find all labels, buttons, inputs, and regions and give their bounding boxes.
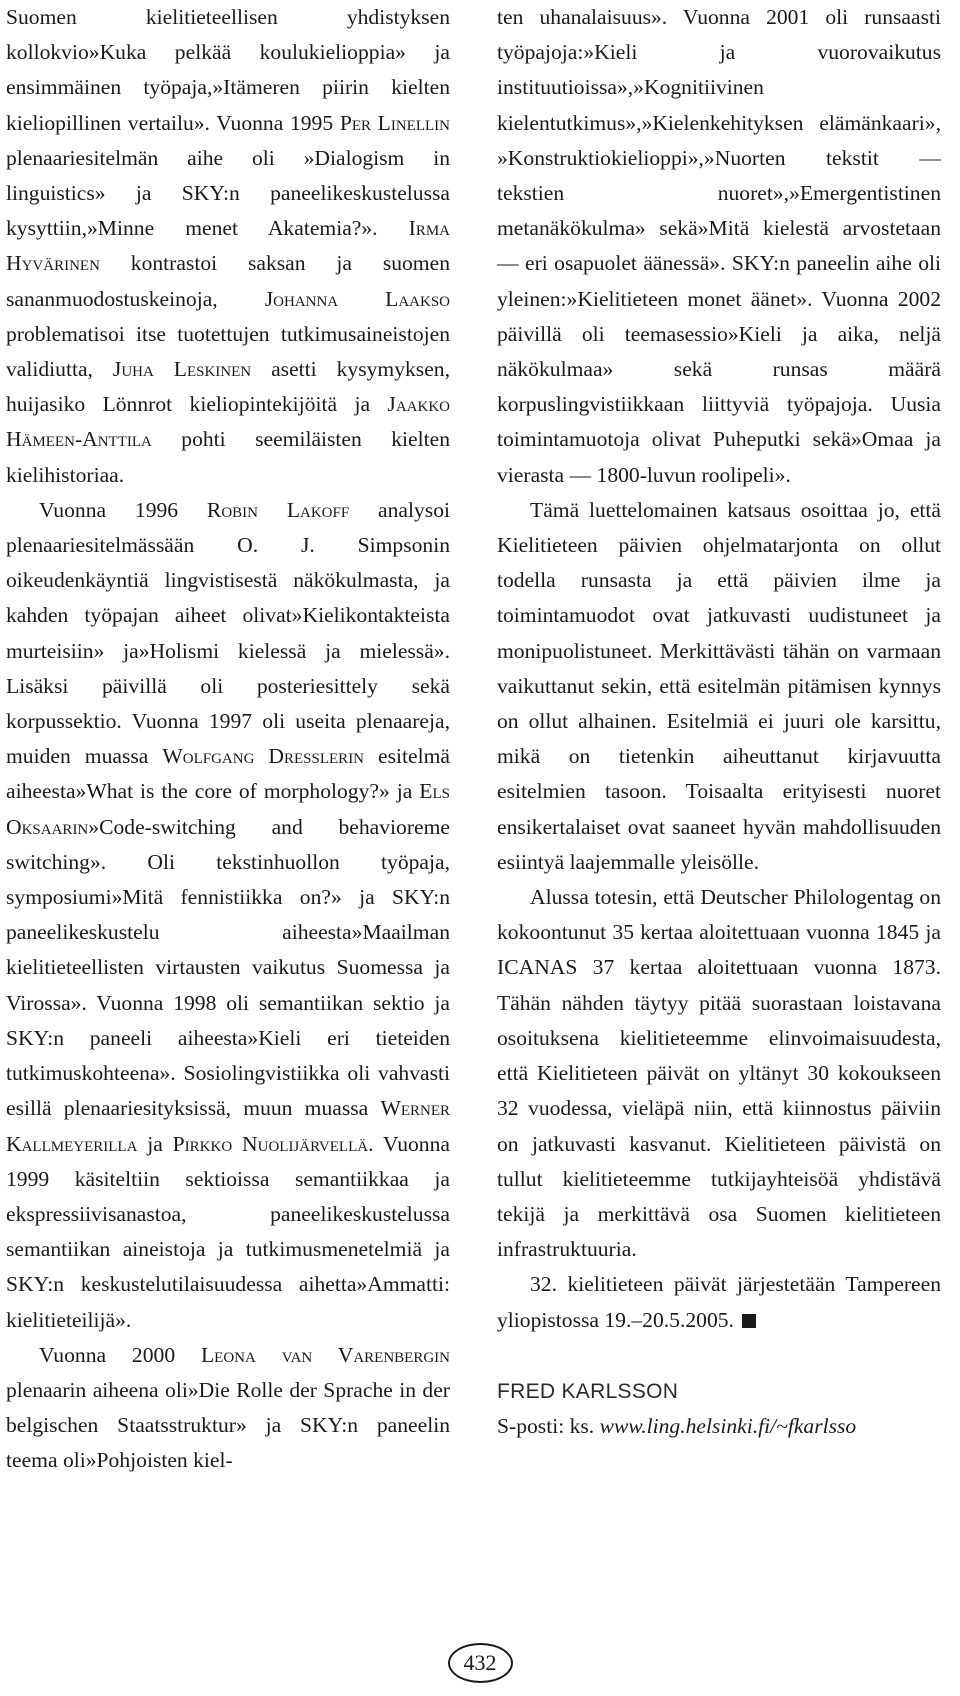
paragraph: Alussa totesin, että Deutscher Philologentag on kokoontunut 35 kertaa aloitettuaan vuonna 1845 ja ICANAS 37 kertaa aloitettuaan vuonna 1873. Tähän nähden täytyy pitää suorastaan loistavana osoituksena kielitieteemme elinvoimaisuudesta, että Kielitieteen päivät on yltänyt 30 kokoukseen 32 vuodessa, vieläpä niin, että kiinnostus päiviin on jatkuvasti kasvanut. Kielitieteen päivistä on tullut kielitieteemme tutkijayhteisöä yhdistävä tekijä ja merkittävä osa Suomen kielitieteen infrastruktuuria. — [497, 885, 941, 1262]
left-column — [6, 0, 450, 1479]
email-link[interactable]: www.ling.helsinki.fi/~fkarlsso — [599, 1413, 857, 1438]
paragraph: ten uhanalaisuus». Vuonna 2001 oli runsaasti työpajoja:»Kieli ja vuorovaikutus instituutioissa»,»Kognitiivinen kielentutkimus»,»Kielenkehityksen elämänkaari», »Konstruktiokielioppi»,»Nuorten tekstit — tekstien nuoret»,»Emergentistinen metanäkökulma» sekä»Mitä kielestä arvostetaan — eri osapuolet äänessä». SKY:n paneelin aihe oli yleinen:»Kielitieteen monet äänet». Vuonna 2002 päivillä oli teemasessio»Kieli ja aika, neljä näkökulmaa» sekä runsas määrä korpuslingvistiikkaan liittyviä työpajoja. Uusia toimintamuotoja olivat Puheputki sekä»Omaa ja vierasta — 1800-luvun roolipeli». — [497, 5, 941, 487]
person-name: Irma Hyvärinen — [6, 216, 450, 276]
paragraph: Tämä luettelomainen katsaus osoittaa jo, että Kielitieteen päivien ohjelmatarjonta on ollut todella runsasta ja että päivien ilme ja toimintamuodot ovat jatkuvasti uudistuneet ja monipuolistuneet. Merkittävästi tähän on varmaan vaikuttanut sekin, että esitelmän pitämisen kynnys on ollut alhainen. Esitelmiä ei juuri ole karsittu, mikä on tietenkin aiheuttanut kirjavuutta esitelmien tasoon. Toisaalta erityisesti nuoret ensikertalaiset ovat saaneet hyvän mahdollisuuden esiintyä laajemmalle yleisölle. — [497, 497, 941, 874]
author-name: FRED KARLSSON — [497, 1379, 679, 1403]
person-name: Werner Kallmeyerilla — [6, 1096, 450, 1156]
person-name: Wolfgang Dresslerin — [162, 744, 365, 769]
person-name: Juha Leskinen — [112, 357, 252, 382]
paragraph: Vuonna 1996 Robin Lakoff analysoi plenaariesitelmässään O. J. Simpsonin oikeudenkäyntiä lingvistisestä näkökulmasta, ja kahden työpajan aiheet olivat»Kielikontakteista murteisiin» ja»Holismi kielessä ja mielessä». Lisäksi päivillä oli posteriesittely sekä korpussektio. Vuonna 1997 oli useita plenaareja, muiden muassa Wolfgang Dresslerin esitelmä aiheesta»What is the core of morphology?» ja Els Oksaarin»Code-switching and behavioreme switching». Oli tekstinhuollon työpaja, symposiumi»Mitä fennistiikka on?» ja SKY:n paneelikeskustelu aiheesta»Maailman kielitieteellisten virtausten vaikutus Suomessa ja Virossa». Vuonna 1998 oli semantiikan sektio ja SKY:n paneeli aiheesta»Kieli eri tieteiden tutkimuskohteena». Sosiolingvistiikka oli vahvasti esillä plenaariesityksissä, muun muassa Werner Kallmeyerilla ja Pirkko Nuolijärvellä. Vuonna 1999 käsiteltiin sektioissa semantiikkaa ja ekspressiivisanastoa, paneelikeskustelussa semantiikan aineistoja ja tutkimusmenetelmiä ja SKY:n keskustelutilaisuudessa aihetta»Ammatti: kielitieteilijä». — [6, 497, 450, 1332]
person-name: Pirkko Nuolijärvellä — [172, 1131, 369, 1156]
paragraph: Suomen kielitieteellisen yhdistyksen kollokvio»Kuka pelkää koulukielioppia» ja ensimmäinen työpaja,»Itämeren piirin kielten kieliopillinen vertailu». Vuonna 1995 Per Linellin plenaariesitelmän aihe oli »Dialogism in linguistics» ja SKY:n paneelikeskustelussa kysyttiin,»Minne menet Akatemia?». Irma Hyvärinen kontrastoi saksan ja suomen sananmuodostuskeinoja, Johanna Laakso problematisoi itse tuotettujen tutkimusaineistojen validiutta, Juha Leskinen asetti kysymyksen, huijasiko Lönnrot kieliopintekijöitä ja Jaakko Hämeen-Anttila pohti seemiläisten kielten kielihistoriaa. — [6, 5, 450, 487]
person-name: Robin Lakoff — [206, 497, 350, 522]
right-column — [497, 0, 941, 1444]
page-number: 432 — [0, 1643, 960, 1683]
person-name: Jaakko Hämeen-Anttila — [6, 392, 450, 452]
end-mark-icon — [742, 1314, 756, 1328]
paragraph: Vuonna 2000 Leona van Varenbergin plenaarin aiheena oli»Die Rolle der Sprache in der belgischen Staatsstruktur» ja SKY:n paneelin teema oli»Pohjoisten kiel- — [6, 1342, 450, 1473]
person-name: Johanna Laakso — [264, 286, 450, 311]
person-name: Els Oksaarin — [6, 779, 450, 839]
person-name: Leona van Varenbergin — [200, 1342, 450, 1367]
person-name: Per Linellin — [339, 110, 450, 135]
author-email: S-posti: ks. www.ling.helsinki.fi/~fkarlsso — [497, 1413, 857, 1438]
paragraph: 32. kielitieteen päivät järjestetään Tampereen yliopistossa 19.–20.5.2005. — [497, 1272, 941, 1332]
